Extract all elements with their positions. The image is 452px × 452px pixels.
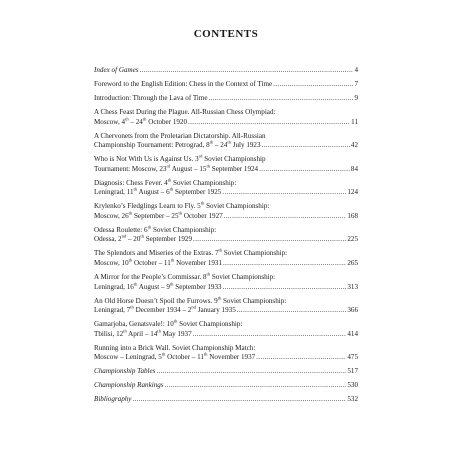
page-number: 225 <box>347 235 358 244</box>
dot-leader <box>259 165 350 175</box>
toc-entry-row <box>94 330 358 340</box>
toc-entry-title-line: Running into a Brick Wall. Soviet Championship Match: <box>94 343 256 352</box>
dot-leader <box>188 118 350 128</box>
dot-leader <box>156 367 346 377</box>
toc-entry-title: Tbilisi, 12th April – 14th May 1937 <box>94 328 192 338</box>
toc-entry <box>94 395 358 405</box>
toc-entry-row <box>94 94 358 104</box>
toc-entry <box>94 155 358 174</box>
page-number: 265 <box>347 259 358 268</box>
toc-entry-row <box>94 165 358 175</box>
toc-entry-row <box>94 212 358 222</box>
dot-leader <box>193 330 347 340</box>
toc-entry-row <box>94 141 358 151</box>
dot-leader <box>209 94 354 104</box>
toc-entry <box>94 320 358 339</box>
toc-entry-title-line: A Chervonets from the Proletarian Dictatorship. All-Russian <box>94 131 266 140</box>
dot-leader <box>132 395 346 405</box>
toc-entry-row <box>94 235 358 245</box>
dot-leader <box>273 80 353 90</box>
toc-entry-title: Moscow, 26th September – 25th October 1927 <box>94 210 223 220</box>
dot-leader <box>222 188 346 198</box>
page-number: 475 <box>347 353 358 362</box>
dot-leader <box>237 306 347 316</box>
toc-entry-row <box>94 188 358 198</box>
page-number: 168 <box>347 211 358 220</box>
page-number: 366 <box>347 306 358 315</box>
page-number: 124 <box>347 188 358 197</box>
toc-entry-title: Championship Tournament: Petrograd, 8th – 24th July 1923 <box>94 139 261 150</box>
dot-leader <box>140 66 354 76</box>
toc-entry-title: Odessa, 2nd – 20th September 1929 <box>94 234 193 244</box>
toc-entry-title-line: A Chess Feast During the Plague. All-Russian Chess Olympiad: <box>94 107 276 116</box>
toc-entry <box>94 273 358 292</box>
toc-entry-row <box>94 66 358 76</box>
toc-entry-row <box>94 367 358 377</box>
toc-entry-row <box>94 395 358 405</box>
toc-entry-row <box>94 306 358 316</box>
page-number: 9 <box>354 93 358 102</box>
toc-entry <box>94 381 358 391</box>
toc-entry-title: Leningrad, 11th August – 6th September 1925 <box>94 186 222 197</box>
toc-entry-row <box>94 283 358 293</box>
toc-entry-row <box>94 381 358 391</box>
toc-entry <box>94 108 358 127</box>
dot-leader <box>256 353 346 363</box>
toc-entry <box>94 132 358 151</box>
toc-entry-title-line: Gamarjoba, Genatsvale!: 10th Soviet Championship: <box>94 318 243 329</box>
toc-entry <box>94 66 358 76</box>
toc-entry-title-line: Who is Not With Us is Against Us. 3rd Soviet Championship <box>94 153 266 164</box>
page-number: 4 <box>354 66 358 74</box>
toc-entry-title: Championship Tables <box>94 367 156 376</box>
page-number: 84 <box>350 164 358 173</box>
dot-leader <box>223 283 347 293</box>
page-number: 517 <box>347 367 358 376</box>
toc-entry <box>94 297 358 316</box>
toc-entry <box>94 202 358 221</box>
toc-entry <box>94 80 358 90</box>
toc-entry <box>94 344 358 363</box>
toc-entry-title: Leningrad, 7th December 1934 – 2nd January 1935 <box>94 304 236 315</box>
toc-entry <box>94 94 358 104</box>
page-number: 532 <box>347 395 358 404</box>
toc-entry-row <box>94 80 358 90</box>
toc-entry-title-line: Krylenko’s Fledglings Learn to Fly. 5th Soviet Championship: <box>94 200 270 211</box>
toc-entry-row <box>94 118 358 128</box>
toc-entry <box>94 179 358 198</box>
toc-entry-title-line: A Mirror for the People’s Commissar. 8th Soviet Championship: <box>94 271 276 281</box>
toc-entry-title: Introduction: Through the Lava of Time <box>94 93 208 102</box>
toc-entry-title: Moscow, 4th – 24th October 1920 <box>94 116 188 126</box>
dot-leader <box>262 141 350 151</box>
toc-entry-title-line: Diagnosis: Chess Fever. 4th Soviet Championship: <box>94 177 237 187</box>
dot-leader <box>224 212 347 222</box>
toc-entry-title-line: The Splendors and Miseries of the Extras. 7th Soviet Championship: <box>94 248 288 258</box>
toc-entry-title: Leningrad, 16th August – 9th September 1933 <box>94 281 222 291</box>
toc-entry <box>94 249 358 268</box>
toc-entry-title: Moscow – Leningrad, 5th October – 11th November 1937 <box>94 351 256 362</box>
dot-leader <box>165 381 347 391</box>
toc-entry-title: Bibliography <box>94 395 132 404</box>
dot-leader <box>193 235 346 245</box>
page-number: 42 <box>350 141 358 150</box>
toc-entry <box>94 367 358 377</box>
page-number: 530 <box>347 381 358 390</box>
toc-entry-row <box>94 353 358 363</box>
toc-entry <box>94 226 358 245</box>
page-title: CONTENTS <box>193 28 259 40</box>
dot-leader <box>223 259 346 269</box>
toc-entry-row <box>94 259 358 269</box>
page-number: 11 <box>351 117 358 126</box>
page-number: 7 <box>354 79 358 88</box>
toc-entry-title-line: An Old Horse Doesn’t Spoil the Furrows. 9th Soviet Championship: <box>94 295 287 305</box>
toc-entry-title: Index of Games <box>94 66 139 74</box>
toc-entry-title: Tournament: Moscow, 23rd August – 15th September 1924 <box>94 163 259 173</box>
page-number: 414 <box>347 329 358 338</box>
table-of-contents <box>94 66 358 409</box>
toc-entry-title-line: Odessa Roulette: 6th Soviet Championship: <box>94 224 217 234</box>
page-number: 313 <box>347 282 358 291</box>
toc-entry-title: Championship Rankings <box>94 381 164 390</box>
toc-entry-title: Foreword to the English Edition: Chess in the Context of Time <box>94 79 273 88</box>
toc-entry-title: Moscow, 10th October – 11th November 1931 <box>94 257 223 268</box>
